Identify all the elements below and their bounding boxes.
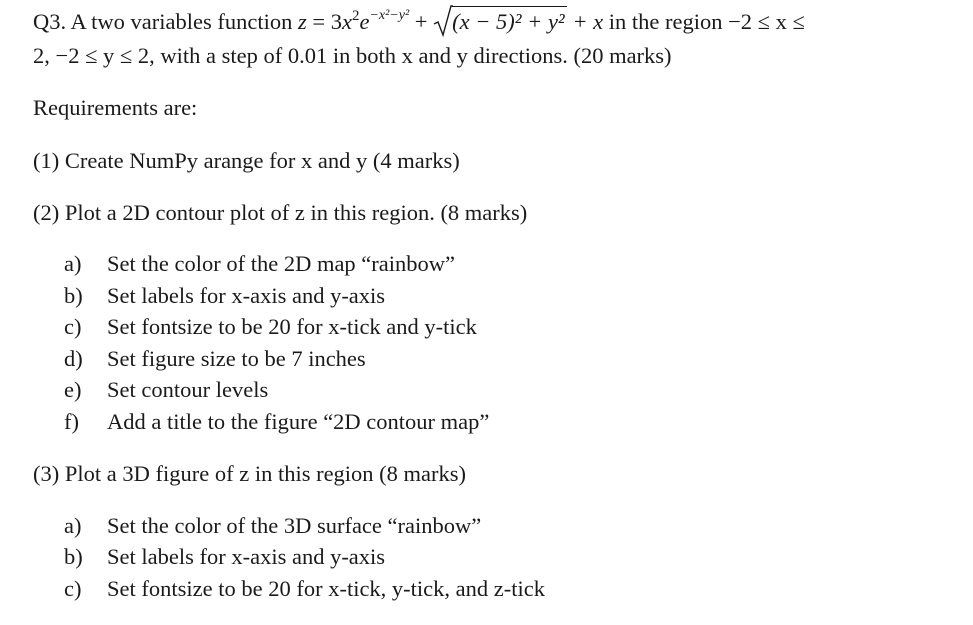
list-item [64, 282, 385, 310]
list-text: Set the color of the 2D map “rainbow” [107, 251, 456, 276]
list-item [64, 575, 545, 603]
list-item [64, 543, 385, 571]
list-marker: a) [64, 513, 82, 538]
formula-exponent: −x²−y² [369, 8, 410, 23]
list-marker: b) [64, 283, 83, 308]
list-text: Set labels for x-axis and y-axis [107, 544, 386, 569]
list-text: Set labels for x-axis and y-axis [107, 283, 386, 308]
formula-sqrt [433, 8, 567, 36]
formula-radicand: (x − 5)² + y² [452, 6, 567, 34]
sqrt-sign-icon [433, 2, 453, 38]
formula-var: x [341, 9, 352, 34]
list-item [64, 512, 481, 540]
part-1: (1) Create NumPy arange for x and y (4 marks) [33, 148, 460, 173]
question-number: Q3. [33, 9, 67, 34]
part-2-heading: (2) Plot a 2D contour plot of z in this region. (8 marks) [33, 200, 528, 225]
list-text: Set fontsize to be 20 for x-tick and y-tick [107, 314, 477, 339]
list-marker: b) [64, 544, 83, 569]
list-text: Set figure size to be 7 inches [107, 346, 366, 371]
question-line-2: 2, −2 ≤ y ≤ 2, with a step of 0.01 in both x and y directions. (20 marks) [33, 43, 672, 68]
formula-coef: 3 [330, 9, 342, 34]
question-line-1 [33, 8, 805, 40]
list-marker: c) [64, 314, 82, 339]
list-text: Add a title to the figure “2D contour map” [107, 409, 490, 434]
list-text: Set contour levels [107, 377, 269, 402]
list-item [64, 313, 477, 341]
list-text: Set fontsize to be 20 for x-tick, y-tick, and z-tick [107, 576, 545, 601]
list-item [64, 408, 489, 436]
list-item [64, 376, 268, 404]
formula-eq: = [312, 9, 326, 34]
question-intro: A two variables function [70, 9, 293, 34]
list-marker: c) [64, 576, 82, 601]
list-text: Set the color of the 3D surface “rainbow” [107, 513, 482, 538]
formula-base: e [359, 9, 370, 34]
formula-square: 2 [351, 8, 360, 24]
list-marker: a) [64, 251, 82, 276]
requirements-heading: Requirements are: [33, 95, 198, 120]
list-marker: f) [64, 409, 79, 434]
list-marker: e) [64, 377, 82, 402]
question-region: in the region −2 ≤ x ≤ [608, 9, 805, 34]
formula-plus-1: + [414, 9, 428, 34]
formula-lhs: z [297, 9, 307, 34]
list-marker: d) [64, 346, 83, 371]
list-item [64, 250, 455, 278]
formula-plus-x: + x [572, 9, 604, 34]
list-item [64, 345, 366, 373]
part-3-heading: (3) Plot a 3D figure of z in this region (8 marks) [33, 461, 467, 486]
